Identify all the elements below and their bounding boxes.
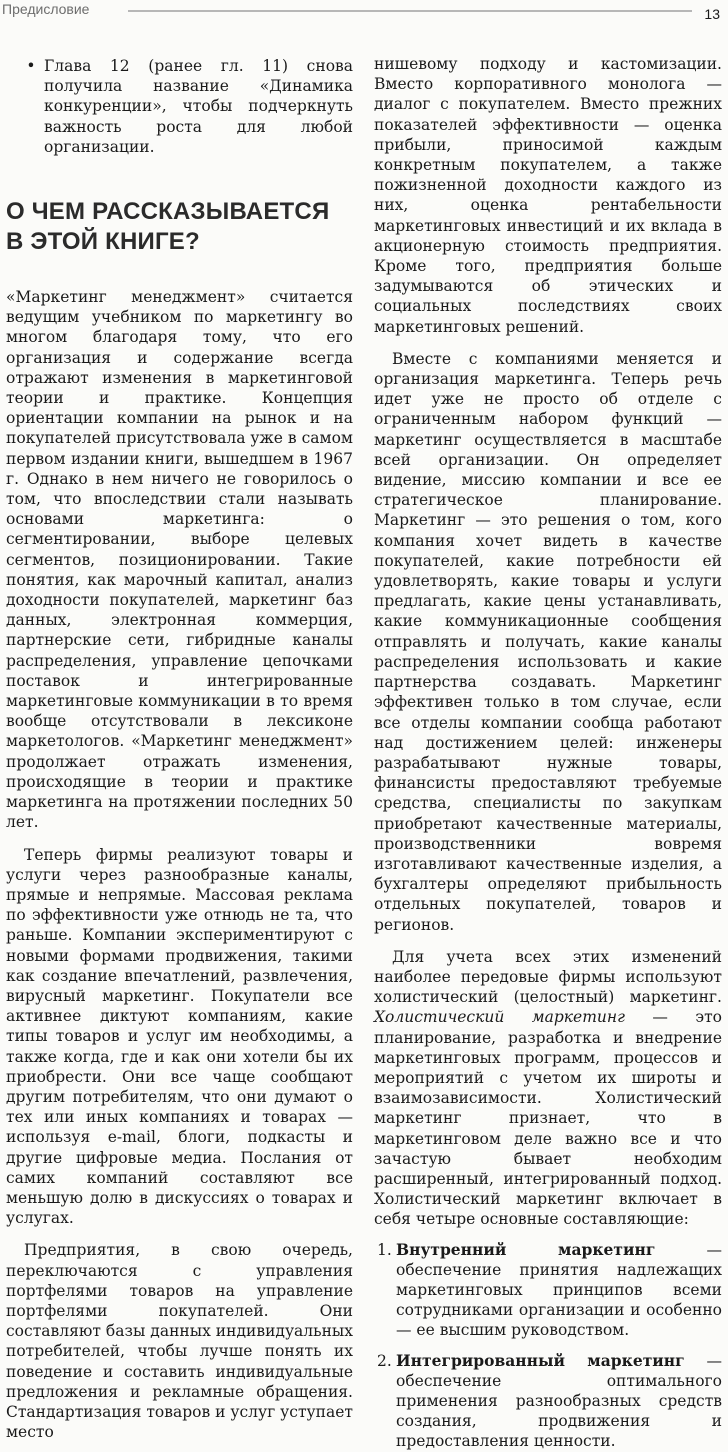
left-column	[6, 56, 353, 1442]
list-number: 2.	[377, 1351, 392, 1370]
paragraph: «Маркетинг менеджмент» считается ведущим учебником по маркетингу во многом благодаря тому, что его организация и содержание всегда отражают изменения в маркетинговой теории и практике. Концепция ориентации компании на рынок и на покупателей присутствовала уже в самом первом издании книги, вышедшем в 1967 г. Однако в нем ничего не говорилось о том, что впоследствии стали называть основами маркетинга: о сегментировании, выборе целевых сегментов, позиционировании. Такие понятия, как марочный капитал, анализ доходности покупателей, маркетинг баз данных, электронная коммерция, партнерские сети, гибридные каналы распределения, управление цепочками поставок и интегрированные маркетинговые коммуникации в то время вообще отсутствовали в лексиконе маркетологов. «Маркетинг менеджмент» продолжает отражать изменения, происходящие в теории и практике маркетинга на протяжении последних 50 лет.	[6, 288, 353, 832]
numbered-list-item	[374, 1240, 722, 1341]
running-header-label: Предисловие	[2, 1, 90, 17]
right-column	[374, 54, 722, 1452]
bullet-dot-icon: •	[26, 57, 36, 75]
numbered-list-item	[374, 1351, 722, 1452]
bullet-item	[11, 56, 353, 157]
paragraph: нишевому подходу и кастомизации. Вместо корпоративного монолога — диалог с покупателем. Вместо прежних показателей эффективности — оценка прибыли, приносимой каждым конкретным покупателем, а также пожизненной доходности каждого из них, оценка рентабельности маркетинговых инвестиций и их вклада в акционерную стоимость предприятия. Кроме того, предприятия больше задумываются об этических и социальных последствиях своих маркетинговых решений.	[374, 55, 722, 336]
paragraph: Теперь фирмы реализуют товары и услуги через разнообразные каналы, прямые и непрямые. Массовая реклама по эффективности уже отнюдь не та, что раньше. Компании экспериментируют с новыми формами продвижения, такими как создание впечатлений, развлечения, вирусный маркетинг. Покупатели все активнее диктуют компаниям, какие типы товаров и услуг им необходимы, а также когда, где и как они хотели бы их приобрести. Они все чаще сообщают другим потребителям, что они думают о тех или иных компаниях и товарах — используя e-mail, блоги, подкасты и другие цифровые медиа. Послания от самих компаний составляют все меньшую долю в дискуссиях о товарах и услугах.	[6, 845, 353, 1228]
list-term: Внутренний маркетинг	[396, 1239, 656, 1259]
section-heading: О ЧЕМ РАССКАЗЫВАЕТСЯ В ЭТОЙ КНИГЕ?	[6, 198, 330, 256]
list-text: — обеспечение оптимального применения разнообразных средств создания, продвижения и предоставления ценности.	[396, 1351, 722, 1451]
page-header	[0, 0, 728, 24]
holistic-paragraph	[374, 947, 722, 1230]
page-number: 13	[704, 6, 720, 22]
holistic-intro: Для учета всех этих изменений наиболее передовые фирмы используют холистический (целостный) маркетинг.	[374, 947, 722, 1007]
paragraph: Вместе с компаниями меняется и организация маркетинга. Теперь речь идет уже не просто об отделе с ограниченным набором функций — маркетинг осуществляется в масштабе всей организации. Он определяет видение, миссию компании и все ее стратегическое планирование. Маркетинг — это решения о том, кого компания хочет видеть в качестве покупателей, какие потребности ей удовлетворять, какие товары и услуги предлагать, какие цены устанавливать, какие коммуникационные сообщения отправлять и получать, какие каналы распределения использовать и какие партнерства создавать. Маркетинг эффективен только в том случае, если все отделы компании сообща работают над достижением целей: инженеры разрабатывают нужные товары, финансисты предоставляют требуемые средства, специалисты по закупкам приобретают качественные материалы, производственники вовремя изготавливают качественные изделия, а бухгалтеры определяют прибыльность отдельных покупателей, товаров и регионов.	[374, 349, 722, 934]
list-term: Интегрированный маркетинг	[396, 1350, 685, 1370]
holistic-definition: — это планирование, разработка и внедрение маркетинговых программ, процессов и мероприятий с учетом их широты и взаимозависимости. Холистический маркетинг признает, что в маркетинговом деле важно все и что зачастую бывает необходим расширенный, интегрированный подход. Холистический маркетинг включает в себя четыре основные составляющие:	[374, 1008, 722, 1229]
list-number: 1.	[377, 1240, 392, 1259]
paragraph: Предприятия, в свою очередь, переключаются с управления портфелями товаров на управление портфелями покупателей. Они составляют базы данных индивидуальных потребителей, чтобы лучше понять их поведение и составить индивидуальные предложения и рекламные обращения. Стандартизация товаров и услуг уступает место	[6, 1241, 353, 1442]
bullet-text: Глава 12 (ранее гл. 11) снова получила название «Динамика конкуренции», чтобы подчеркнуть важность роста для любой организации.	[44, 57, 353, 156]
list-text: — обеспечение принятия надлежащих маркетинговых принципов всеми сотрудниками организации и особенно — ее высшим руководством.	[396, 1240, 722, 1340]
holistic-term: Холистический маркетинг	[374, 1008, 625, 1027]
header-rule	[128, 10, 692, 12]
